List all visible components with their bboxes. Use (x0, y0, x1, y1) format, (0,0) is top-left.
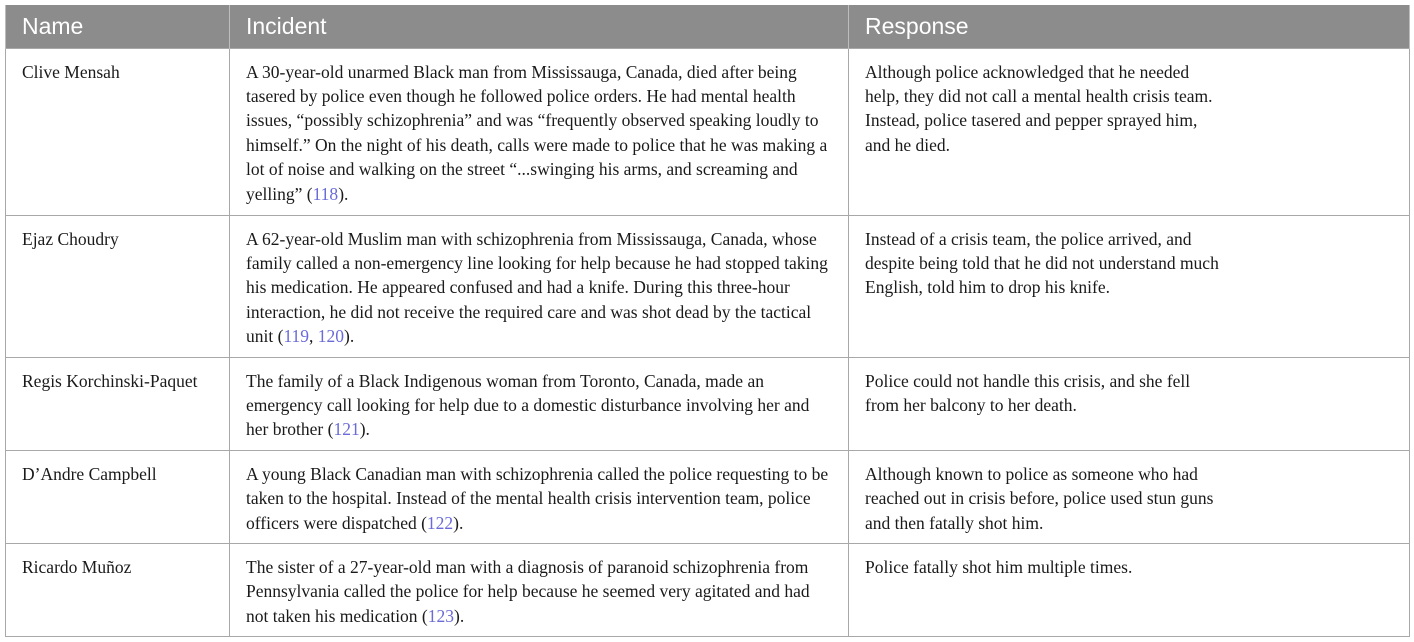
table-row (6, 543, 1410, 636)
response-text: Police could not handle this crisis, and she fell from her balcony to her death. (865, 370, 1191, 415)
response-cell (849, 48, 1410, 215)
incident-body: A 30-year-old unarmed Black man from Mississauga, Canada, died after being tasered by police even though he followed police orders. He had mental health issues, “possibly schizophrenia” and was “frequently observed speaking loudly to himself.” On the night of his death, calls were made to police that he was making a lot of noise and walking on the street “...swinging his arms, and screaming and yelling” ( (246, 61, 828, 204)
name-cell: Ejaz Choudry (6, 215, 230, 357)
incident-text (246, 462, 832, 535)
name-cell: Regis Korchinski-Paquet (6, 357, 230, 450)
reference-link[interactable]: 118 (312, 183, 339, 204)
reference-link[interactable]: 119 (283, 326, 310, 347)
response-cell (849, 543, 1410, 636)
incident-end: ). (453, 512, 464, 533)
name-cell: D’Andre Campbell (6, 450, 230, 543)
response-text: Instead of a crisis team, the police arrived, and despite being told that he did not understand much English, told him to drop his knife. (865, 228, 1219, 298)
response-cell (849, 450, 1410, 543)
table-header (6, 5, 1410, 48)
incident-cell (230, 357, 849, 450)
incident-body: A 62-year-old Muslim man with schizophrenia from Mississauga, Canada, whose family called a non-emergency line looking for help because he had stopped taking his medication. He appeared confused and had a knife. During this three-hour interaction, he did not receive the required care and was shot dead by the tactical unit ( (246, 228, 828, 347)
response-text: Although known to police as someone who had reached out in crisis before, police used stun guns and then fatally shot him. (865, 463, 1214, 533)
name-cell: Ricardo Muñoz (6, 543, 230, 636)
header-response: Response (849, 5, 1410, 48)
table-body (6, 48, 1410, 637)
incident-end: ). (344, 326, 355, 347)
incident-body: A young Black Canadian man with schizophrenia called the police requesting to be taken to the hospital. Instead of the mental health crisis intervention team, police officers were dispatched ( (246, 463, 829, 533)
incident-end: ). (359, 419, 370, 440)
incident-text (246, 227, 832, 349)
incident-text (246, 60, 832, 206)
incident-cell (230, 543, 849, 636)
header-row (6, 5, 1410, 48)
response-text: Although police acknowledged that he needed help, they did not call a mental health crisis team. Instead, police tasered and pepper sprayed him, and he died. (865, 61, 1213, 155)
incidents-table-container (5, 5, 1409, 637)
reference-link[interactable]: 123 (427, 605, 455, 626)
response-cell (849, 357, 1410, 450)
incidents-table (5, 5, 1410, 637)
header-name: Name (6, 5, 230, 48)
table-row (6, 48, 1410, 215)
incident-end: ). (454, 605, 465, 626)
reference-separator: , (309, 326, 318, 347)
reference-link[interactable]: 122 (426, 512, 454, 533)
incident-text (246, 369, 832, 442)
incident-cell (230, 48, 849, 215)
incident-body: The sister of a 27-year-old man with a diagnosis of paranoid schizophrenia from Pennsylvania called the police for help because he seemed very agitated and had not taken his medication ( (246, 556, 810, 626)
table-row (6, 215, 1410, 357)
response-text: Police fatally shot him multiple times. (865, 556, 1133, 577)
name-cell: Clive Mensah (6, 48, 230, 215)
header-incident: Incident (230, 5, 849, 48)
reference-link[interactable]: 121 (333, 419, 360, 440)
reference-link[interactable]: 120 (317, 326, 345, 347)
table-row (6, 450, 1410, 543)
table-row (6, 357, 1410, 450)
incident-cell (230, 215, 849, 357)
incident-text (246, 555, 832, 628)
incident-body: The family of a Black Indigenous woman from Toronto, Canada, made an emergency call looking for help due to a domestic disturbance involving her and her brother ( (246, 370, 810, 440)
incident-cell (230, 450, 849, 543)
incident-end: ). (338, 183, 349, 204)
response-cell (849, 215, 1410, 357)
